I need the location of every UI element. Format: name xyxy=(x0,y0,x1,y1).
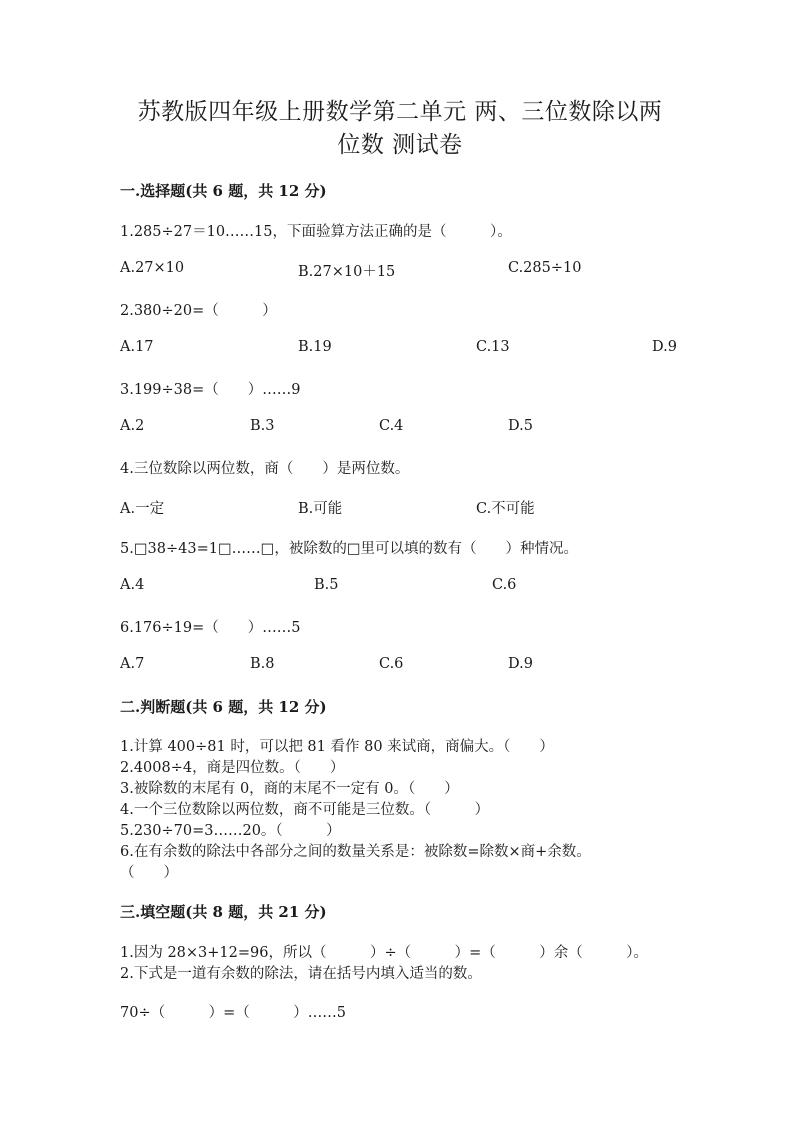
fill-item-2: 2.下式是一道有余数的除法，请在括号内填入适当的数。 xyxy=(120,966,482,982)
question-3-option-b: B.3 xyxy=(250,418,275,434)
question-1-option-a: A.27×10 xyxy=(120,260,185,276)
page-title-line2: 位数 测试卷 xyxy=(337,132,463,158)
question-6-text: 6.176÷19=（ ）……5 xyxy=(120,620,301,636)
judgment-item-2: 2.4008÷4，商是四位数。（ ） xyxy=(120,760,345,776)
question-6-option-b: B.8 xyxy=(250,656,275,672)
question-4-option-c: C.不可能 xyxy=(476,501,535,517)
section-heading-fill-blank: 三.填空题(共 8 题，共 21 分) xyxy=(120,903,327,921)
fill-item-1: 1.因为 28×3+12=96，所以（ ）÷（ ）=（ ）余（ ）。 xyxy=(120,945,649,961)
judgment-item-6-answer: （ ） xyxy=(120,865,178,881)
question-3-option-a: A.2 xyxy=(120,418,145,434)
judgment-item-6: 6.在有余数的除法中各部分之间的数量关系是：被除数=除数×商+余数。 xyxy=(120,844,591,860)
question-3-text: 3.199÷38=（ ）……9 xyxy=(120,382,301,398)
question-5-option-c: C.6 xyxy=(492,577,517,593)
question-6-option-c: C.6 xyxy=(379,656,404,672)
question-4-option-b: B.可能 xyxy=(298,501,343,517)
judgment-item-1: 1.计算 400÷81 时，可以把 81 看作 80 来试商，商偏大。（ ） xyxy=(120,739,554,755)
question-6-option-d: D.9 xyxy=(508,656,533,672)
question-1-option-c: C.285÷10 xyxy=(508,260,582,276)
question-4-option-a: A.一定 xyxy=(120,501,165,517)
question-1-option-b: B.27×10＋15 xyxy=(298,264,396,280)
question-5-option-b: B.5 xyxy=(314,577,339,593)
question-5-text: 5.□38÷43=1□……□，被除数的□里可以填的数有（ ）种情况。 xyxy=(120,541,579,557)
question-3-option-c: C.4 xyxy=(379,418,404,434)
question-2-option-a: A.17 xyxy=(120,339,154,355)
fill-item-2-equation: 70÷（ ）=（ ）……5 xyxy=(120,1005,346,1021)
question-2-option-b: B.19 xyxy=(298,339,332,355)
section-heading-choice: 一.选择题(共 6 题，共 12 分) xyxy=(120,182,327,200)
question-4-text: 4.三位数除以两位数，商（ ）是两位数。 xyxy=(120,461,410,477)
question-2-text: 2.380÷20=（ ） xyxy=(120,303,277,319)
question-2-option-d: D.9 xyxy=(652,339,677,355)
section-heading-judgment: 二.判断题(共 6 题，共 12 分) xyxy=(120,698,327,716)
question-1-text: 1.285÷27＝10……15，下面验算方法正确的是（ ）。 xyxy=(120,224,512,240)
question-2-option-c: C.13 xyxy=(476,339,510,355)
question-3-option-d: D.5 xyxy=(508,418,533,434)
judgment-item-4: 4.一个三位数除以两位数，商不可能是三位数。（ ） xyxy=(120,802,490,818)
judgment-item-5: 5.230÷70=3……20。（ ） xyxy=(120,823,341,839)
question-6-option-a: A.7 xyxy=(120,656,145,672)
judgment-item-3: 3.被除数的末尾有 0，商的末尾不一定有 0。（ ） xyxy=(120,781,459,797)
question-5-option-a: A.4 xyxy=(120,577,145,593)
page-title-line1: 苏教版四年级上册数学第二单元 两、三位数除以两 xyxy=(137,99,663,125)
